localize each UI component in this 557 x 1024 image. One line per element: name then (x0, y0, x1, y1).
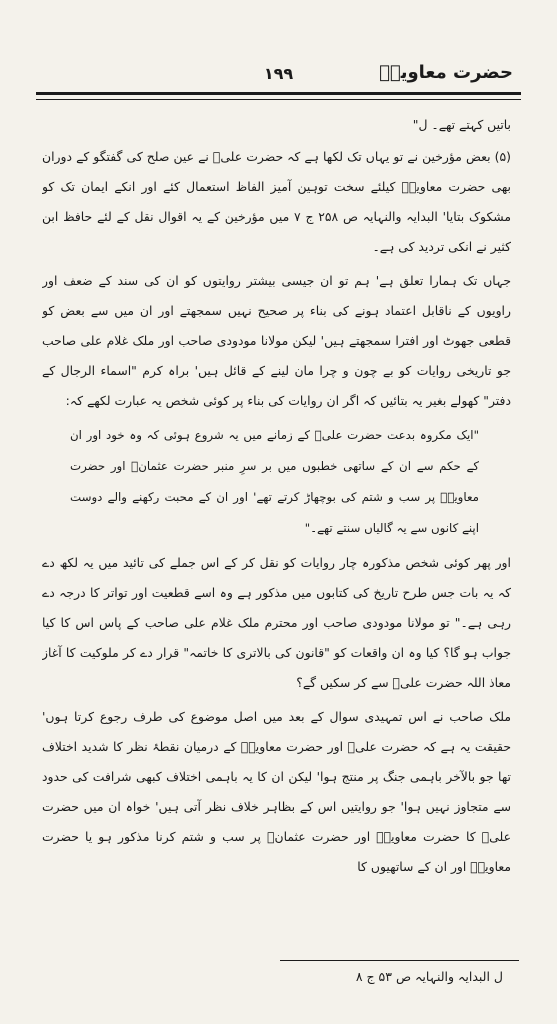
header-rule-thin (36, 99, 521, 100)
page-number: ۱۹۹ (263, 64, 294, 83)
footnote-rule (280, 960, 519, 961)
footnote: ل البدایہ والنہایہ ص ۵۳ ج ۸ (355, 969, 503, 984)
block-quote: "ایک مکروہ بدعت حضرت علیؓ کے زمانے میں یہ شروع ہوئی کہ وہ خود اور ان کے حکم سے ان کے ساتھی خطبوں میں بر سرِ منبر حضرت عثمانؓ اور حضرت معاویہؓ پر سب و شتم کی بوچھاڑ کرتے تھے' اور ان کے محبت رکھنے والے دوست اپنے کانوں سے یہ گالیاں سنتے تھے۔" (70, 428, 479, 535)
running-title: حضرت معاویہؓ (379, 62, 513, 83)
paragraph-continuation: باتیں کہتے تھے۔ ل" (412, 117, 511, 132)
page-body (42, 110, 511, 950)
paragraph-main-topic: ملک صاحب نے اس تمہیدی سوال کے بعد میں اصل موضوع کی طرف رجوع کرتا ہوں' حقیقت یہ ہے کہ حضرت علیؓ اور حضرت معاویہؓ کے درمیان نقطۂ نظر کا شدید اختلاف تھا جو بالآخر باہمی جنگ پر منتج ہوا' لیکن ان کا یہ باہمی اختلاف کبھی شرافت کی حدود سے متجاوز نہیں ہوا' جو روایتیں اس کے بظاہر خلاف نظر آتی ہیں' خواہ ان میں حضرت علیؓ کا حضرت معاویہؓ اور حضرت عثمانؓ پر سب و شتم کرنا مذکور ہو یا حضرت معاویہؓ اور ان کے ساتھیوں کا (42, 709, 511, 874)
paragraph-question: اور پھر کوئی شخص مذکورہ چار روایات کو نقل کر کے اس جملے کی تائید میں یہ لکھ دے کہ یہ بات جس طرح تاریخ کی کتابوں میں مذکور ہے وہ اسے قطعیت اور تواتر کا درجہ دے رہی ہے۔" تو مولانا مودودی صاحب اور محترم ملک غلام علی صاحب کے پاس اس کا کیا جواب ہو گا؟ کیا وہ ان واقعات کو "قانون کی بالاتری کا خاتمہ" قرار دے کر ملوکیت کا آغاز معاذ اللہ حضرت علیؓ سے کر سکیں گے؟ (42, 555, 511, 690)
page-header (40, 52, 517, 92)
paragraph-our-view: جہاں تک ہمارا تعلق ہے' ہم تو ان جیسی بیشتر روایتوں کو ان کی سند کے ضعف اور راویوں کے ناقابل اعتماد ہونے کی بناء پر صحیح نہیں سمجھتے اور ان میں سے بعض کو قطعی جھوٹ اور افترا سمجھتے ہیں' لیکن مولانا مودودی صاحب اور ملک غلام علی صاحب جو تاریخی روایات کو بے چون و چرا مان لینے کے قائل ہیں' براہ کرم "اسماء الرجال کے دفتر" کھولے بغیر یہ بتائیں کہ اگر ان روایات کی بناء پر کوئی شخص یہ عبارت لکھے کہ: (42, 273, 511, 408)
paragraph-point-5: (۵) بعض مؤرخین نے تو یہاں تک لکھا ہے کہ حضرت علیؓ نے عین صلح کی گفتگو کے دوران بھی حضرت معاویہؓ کیلئے سخت توہین آمیز الفاظ استعمال کئے اور انکے ایمان تک کو مشکوک بتایا' البدایہ والنہایہ ص ۲۵۸ ج ۷ میں مؤرخین کے یہ اقوال نقل کے لئے حافظ ابن کثیر نے انکی تردید کی ہے۔ (42, 149, 511, 254)
header-rule-thick (36, 92, 521, 95)
